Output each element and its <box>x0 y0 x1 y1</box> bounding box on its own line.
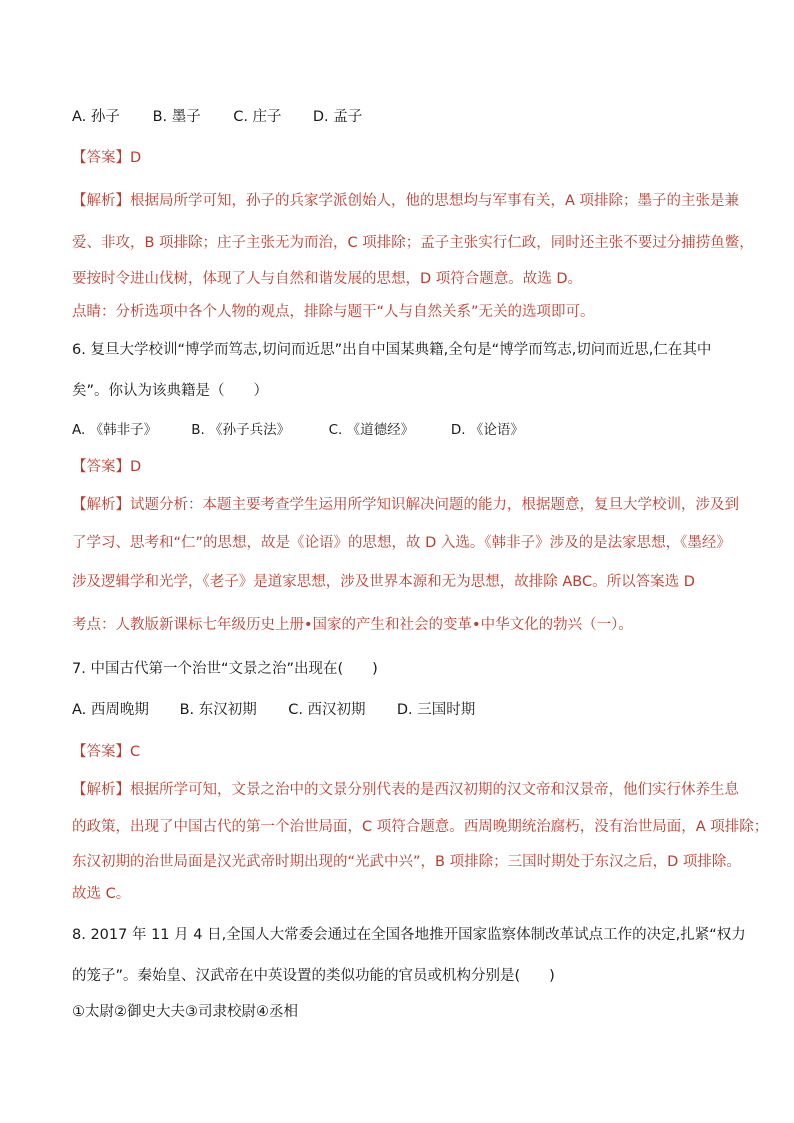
analysis-label: 【解析】 <box>72 193 130 209</box>
q6-analysis-line-2: 了学习、思考和“仁”的思想，故是《论语》的思想，故 D 入选。《韩非子》涉及的是法家思想，《墨经》 <box>72 535 731 551</box>
answer-label: 【答案】 <box>72 150 130 166</box>
q5-option-a: A. 孙子 <box>72 109 120 125</box>
answer-value: C <box>130 744 141 760</box>
analysis-label: 【解析】 <box>72 782 130 798</box>
answer-label: 【答案】 <box>72 744 130 760</box>
q6-stem-line-2: 矣”。你认为该典籍是（ ） <box>72 383 269 399</box>
q5-option-c: C. 庄子 <box>233 109 282 125</box>
q6-option-b: B. 《孙子兵法》 <box>191 422 291 438</box>
q6-option-c: C. 《道德经》 <box>328 422 415 438</box>
analysis-text: 根据局所学可知，孙子的兵家学派创始人，他的思想均与军事有关，A 项排除；墨子的主张是兼 <box>130 193 740 209</box>
q6-kaodian: 考点：人教版新课标七年级历史上册•国家的产生和社会的变革•中华文化的勃兴（一）。 <box>72 617 633 633</box>
q6-analysis-line-1 <box>72 495 739 515</box>
q8-items: ①太尉②御史大夫③司隶校尉④丞相 <box>72 1004 298 1020</box>
q7-option-c: C. 西汉初期 <box>288 702 366 718</box>
q5-tip: 点睛：分析选项中各个人物的观点，排除与题干“人与自然关系”无关的选项即可。 <box>72 304 595 320</box>
q6-answer <box>72 457 722 477</box>
q5-analysis-line-3: 要按时令进山伐树，体现了人与自然和谐发展的思想，D 项符合题意。故选 D。 <box>72 271 583 287</box>
answer-value: D <box>130 150 142 166</box>
q6-option-d: D. 《论语》 <box>450 422 524 438</box>
q7-analysis-line-2: 的政策，出现了中国古代的第一个治世局面，C 项符合题意。西周晚期统治腐朽，没有治世局面，A 项排除； <box>72 819 769 835</box>
q6-options <box>72 420 722 440</box>
q5-analysis-line-2: 爱、非攻，B 项排除；庄子主张无为而治，C 项排除；孟子主张实行仁政，同时还主张不要过分捕捞鱼鳖， <box>72 235 754 251</box>
q7-option-b: B. 东汉初期 <box>179 702 257 718</box>
q6-analysis-line-3: 涉及逻辑学和光学，《老子》是道家思想，涉及世界本源和无为思想，故排除 ABC。所以答案选 D <box>72 574 695 590</box>
analysis-label: 【解析】 <box>72 497 130 513</box>
q5-answer <box>72 148 722 168</box>
q8-stem-line-2: 的笼子”。秦始皇、汉武帝在中英设置的类似功能的官员或机构分别是( ) <box>72 968 555 984</box>
q6-stem-line-1: 6. 复旦大学校训“博学而笃志,切问而近思”出自中国某典籍,全句是“博学而笃志,切问而近思,仁在其中 <box>72 342 712 358</box>
answer-label: 【答案】 <box>72 459 130 475</box>
q5-option-b: B. 墨子 <box>152 109 201 125</box>
q7-analysis-line-4: 故选 C。 <box>72 886 131 902</box>
q5-options <box>72 107 722 127</box>
q5-analysis-line-1 <box>72 191 740 211</box>
q7-option-d: D. 三国时期 <box>396 702 476 718</box>
q7-stem: 7. 中国古代第一个治世“文景之治”出现在( ) <box>72 661 378 677</box>
q6-option-a: A. 《韩非子》 <box>72 422 158 438</box>
q7-analysis-line-3: 东汉初期的治世局面是汉光武帝时期出现的“光武中兴”，B 项排除；三国时期处于东汉之后，D 项排除。 <box>72 854 741 870</box>
q7-options <box>72 700 722 720</box>
q5-option-d: D. 孟子 <box>312 109 363 125</box>
q7-option-a: A. 西周晚期 <box>72 702 149 718</box>
q8-stem-line-1: 8. 2017 年 11 月 4 日,全国人大常委会通过在全国各地推开国家监察体制改革试点工作的决定,扎紧“权力 <box>72 927 746 943</box>
analysis-text: 根据所学可知，文景之治中的文景分别代表的是西汉初期的汉文帝和汉景帝，他们实行休养生息 <box>130 782 739 798</box>
q7-analysis-line-1 <box>72 780 739 800</box>
analysis-text: 试题分析：本题主要考查学生运用所学知识解决问题的能力，根据题意，复旦大学校训，涉及到 <box>130 497 739 513</box>
q7-answer <box>72 742 722 762</box>
answer-value: D <box>130 459 142 475</box>
